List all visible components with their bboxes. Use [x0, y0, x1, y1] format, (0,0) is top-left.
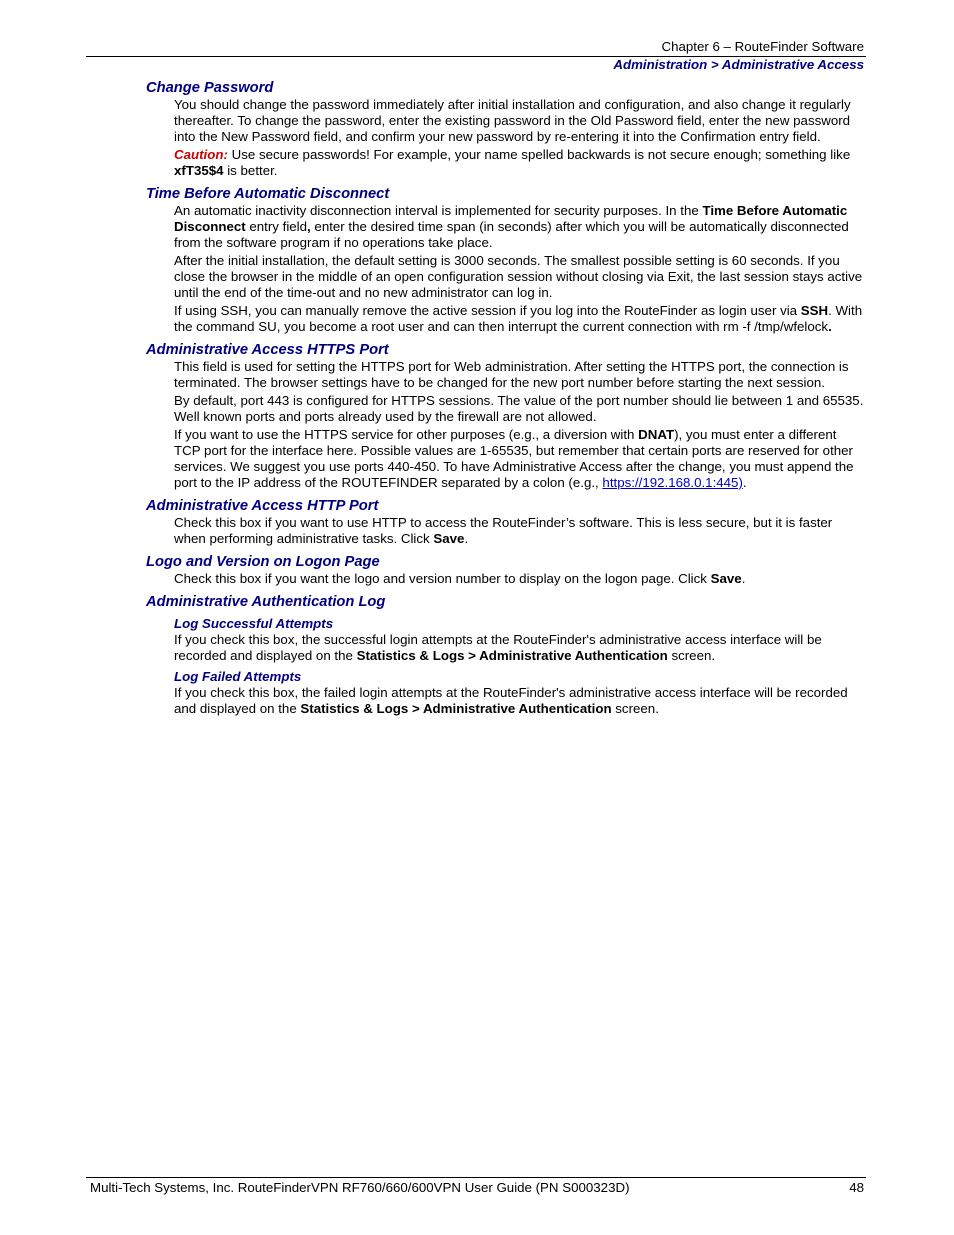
footer-page-number: 48 [849, 1180, 864, 1195]
log-successful-paragraph [146, 632, 864, 664]
heading-logo-version: Logo and Version on Logon Page [146, 554, 380, 570]
page-content [146, 79, 864, 717]
heading-https-port: Administrative Access HTTPS Port [146, 342, 389, 358]
https-port-paragraph-2: By default, port 443 is configured for HTTPS sessions. The value of the port number should lie between 1 and 65535. Well known ports and ports already used by the firewall are not allowed. [174, 393, 864, 424]
time-disconnect-paragraph-2: After the initial installation, the default setting is 3000 seconds. The smallest possible setting is 60 seconds. If you close the browser in the middle of an open configuration session without closing via Exit, the last session stays active until the end of the time-out and no new administrator can log in. [174, 253, 863, 300]
text-run: If you check this box, the successful login attempts at the RouteFinder's administrative access interface will be recorded and displayed on the [174, 632, 822, 663]
text-run: screen. [667, 648, 716, 663]
heading-auth-log: Administrative Authentication Log [146, 594, 386, 610]
caution-paragraph [146, 147, 864, 179]
log-failed-paragraph [146, 685, 864, 717]
caution-text-1: Use secure passwords! For example, your name spelled backwards is not secure enough; something like [227, 147, 851, 162]
text-run: If you check this box, the failed login attempts at the RouteFinder's administrative access interface will be recorded and displayed on the [174, 685, 848, 716]
time-disconnect-paragraph-3 [146, 303, 864, 335]
text-run: . [742, 475, 747, 490]
https-port-paragraph-1: This field is used for setting the HTTPS port for Web administration. After setting the HTTPS port, the connection is terminated. The browser settings have to be changed for the new port number before starting the next session. [174, 359, 849, 390]
subheading-log-successful: Log Successful Attempts [174, 616, 334, 631]
example-https-link[interactable]: https://192.168.0.1:445) [602, 475, 743, 490]
text-run: Check this box if you want the logo and version number to display on the logon page. Click [174, 571, 711, 586]
text-run: An automatic inactivity disconnection interval is implemented for security purposes. In the [174, 203, 703, 218]
time-disconnect-paragraph-1 [146, 203, 864, 251]
text-run: . With the command SU, you become a root user and can then interrupt the current connection with rm -f /tmp/wfelock [174, 303, 863, 334]
text-run: Check this box if you want to use HTTP to access the RouteFinder’s software. This is less secure, but it is faster when performing administrative tasks. Click [174, 515, 833, 546]
https-port-paragraph-3 [146, 427, 864, 491]
caution-label: Caution: [174, 147, 228, 162]
header-chapter: Chapter 6 – RouteFinder Software [661, 39, 864, 54]
heading-change-password: Change Password [146, 80, 274, 96]
bold-screen-path: Statistics & Logs > Administrative Authentication [300, 701, 612, 716]
bold-field-name: Time Before Automatic Disconnect [174, 203, 848, 234]
bold-save: Save [433, 531, 465, 546]
bold-save: Save [710, 571, 742, 586]
caution-example-password: xfT35$4 [174, 163, 224, 178]
text-run: . [464, 531, 469, 546]
heading-http-port: Administrative Access HTTP Port [146, 498, 379, 514]
text-run: enter the desired time span (in seconds) after which you will be automatically disconnected from the software program if no operations take place. [174, 219, 849, 250]
logo-version-paragraph [146, 571, 864, 587]
text-run: If using SSH, you can manually remove the active session if you log into the RouteFinder as login user via [174, 303, 801, 318]
heading-time-disconnect: Time Before Automatic Disconnect [146, 186, 390, 202]
text-run: If you want to use the HTTPS service for other purposes (e.g., a diversion with [174, 427, 639, 442]
bold-screen-path: Statistics & Logs > Administrative Authentication [356, 648, 668, 663]
bold-ssh: SSH [800, 303, 829, 318]
subheading-log-failed: Log Failed Attempts [174, 669, 302, 684]
change-password-paragraph: You should change the password immediately after initial installation and configuration, and also change it regularly thereafter. To change the password, enter the existing password in the Old Password field, enter the new password into the New Password field, and confirm your new password by re-entering it into the Confirmation entry field. [174, 97, 851, 144]
text-run: entry field [245, 219, 308, 234]
http-port-paragraph [146, 515, 864, 547]
bold-period: . [828, 319, 832, 334]
text-run: ), you must enter a different TCP port for the interface here. Possible values are 1-65535, but remember that certain ports are reserved for other services. We suggest you use ports 440-450. To have Administrative Access after the change, you must append the port to the IP address of the ROUTEFINDER separated by a colon (e.g., [174, 427, 854, 490]
text-run: screen. [611, 701, 659, 716]
bold-comma: , [307, 219, 311, 234]
bold-dnat: DNAT [638, 427, 675, 442]
header-breadcrumb: Administration > Administrative Access [613, 57, 864, 72]
caution-text-2: is better. [223, 163, 278, 178]
footer-rule [86, 1177, 866, 1178]
text-run: . [741, 571, 746, 586]
footer-document-title: Multi-Tech Systems, Inc. RouteFinderVPN RF760/660/600VPN User Guide (PN S000323D) [90, 1180, 630, 1195]
